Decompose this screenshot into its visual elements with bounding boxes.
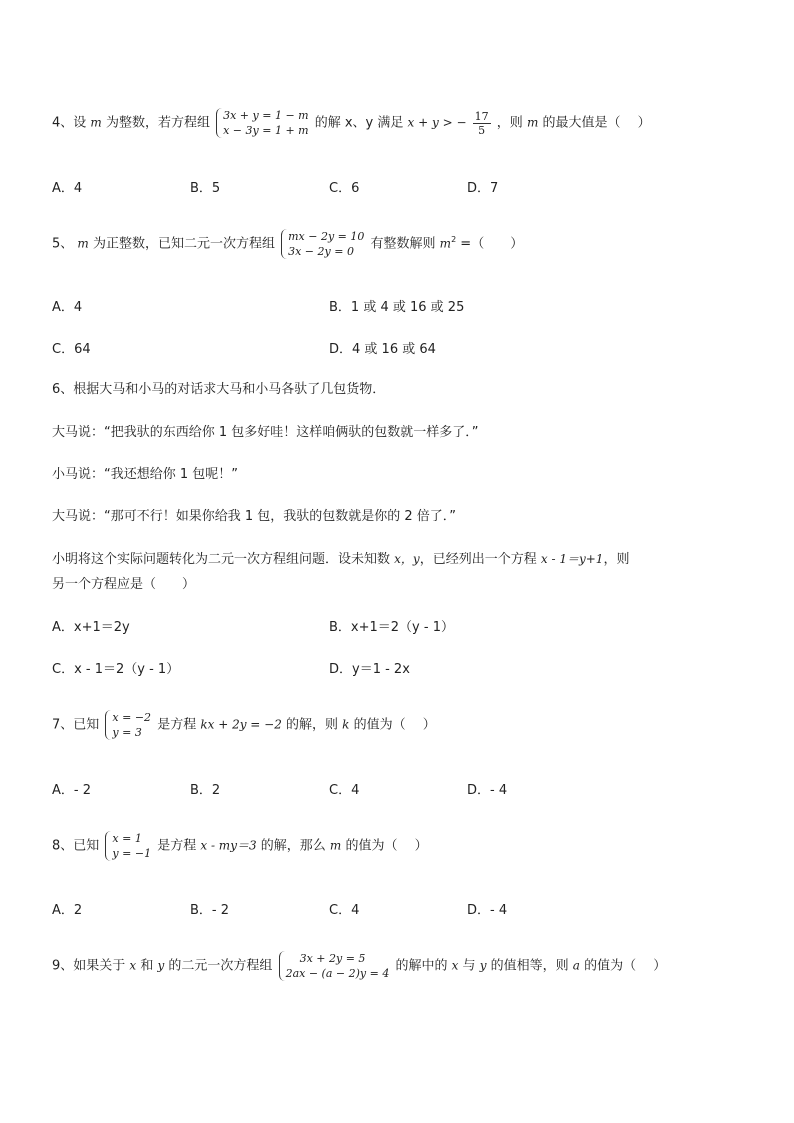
q4-eq2: x − 3y = 1 + m <box>223 124 309 137</box>
q4-frac-num: 17 <box>474 109 489 123</box>
q4-prefix: 4、设 <box>52 115 87 131</box>
q9-x-2: x <box>451 958 459 973</box>
q6-statement <box>52 550 629 569</box>
q8-option-c[interactable]: C．4 <box>329 903 360 918</box>
q5-eq1: mx − 2y = 10 <box>288 230 365 243</box>
q6-given-equation: x - 1＝y+1 <box>540 552 604 566</box>
q8-eq1: x = 1 <box>112 832 142 845</box>
q6-dialog-2: 小马说：“我还想给你 1 包呢！” <box>52 467 239 482</box>
q9-text-1: 和 <box>140 958 154 974</box>
q6-text-b: ，已经列出一个方程 <box>419 552 537 567</box>
q4-option-d[interactable]: D．7 <box>467 181 499 196</box>
q8-option-a[interactable]: A．2 <box>52 903 83 918</box>
q7-equation: kx + 2y = −2 <box>200 717 282 732</box>
q4-text-3: ，则 <box>496 115 523 131</box>
q7-text-2: 的解，则 <box>286 717 339 733</box>
q8-eq2: y = −1 <box>112 847 152 860</box>
q6-dialog-3: 大马说：“那可不行！如果你给我 1 包，我驮的包数就是你的 2 倍了．” <box>52 509 457 524</box>
q7-option-a[interactable]: A．- 2 <box>52 783 91 798</box>
question-8 <box>52 831 428 861</box>
q5-option-b[interactable]: B．1 或 4 或 16 或 25 <box>329 300 465 315</box>
q4-text-2: 的解 x、y 满足 <box>314 115 404 131</box>
q8-prefix: 8、已知 <box>52 838 100 854</box>
q6-option-d[interactable]: D．y＝1 - 2x <box>329 662 410 677</box>
q7-text-3: 的值为（ ） <box>353 717 436 733</box>
q6-option-c[interactable]: C．x - 1＝2（y - 1） <box>52 662 180 677</box>
q4-eq1: 3x + y = 1 − m <box>223 109 309 122</box>
q4-text-4: 的最大值是（ ） <box>542 115 651 131</box>
q6-title: 6、根据大马和小马的对话求大马和小马各驮了几包货物． <box>52 382 386 397</box>
q9-text-5: 的值相等，则 <box>490 958 569 974</box>
question-5 <box>52 229 523 259</box>
q5-option-c[interactable]: C．64 <box>52 342 91 357</box>
q4-frac-den: 5 <box>478 123 486 137</box>
q7-solution-system <box>105 710 151 740</box>
q4-option-c[interactable]: C．6 <box>329 181 360 196</box>
q8-equation: x - my＝3 <box>200 838 257 853</box>
q5-m: m <box>77 236 89 251</box>
q8-option-b[interactable]: B．- 2 <box>190 903 230 918</box>
q9-text-6: 的值为（ ） <box>584 958 667 974</box>
q9-eq1: 3x + 2y = 5 <box>299 952 366 965</box>
q9-a: a <box>572 958 580 973</box>
q5-exponent: 2 <box>451 235 457 245</box>
q4-m: m <box>90 115 102 130</box>
q7-option-d[interactable]: D．- 4 <box>467 783 508 798</box>
q8-m: m <box>329 838 342 853</box>
q9-text-4: 与 <box>462 958 476 974</box>
q6-option-a[interactable]: A．x+1＝2y <box>52 620 130 635</box>
q7-k: k <box>342 717 350 732</box>
q9-prefix: 9、如果关于 <box>52 958 126 974</box>
q8-text-1: 是方程 <box>157 838 197 854</box>
q5-prefix: 5、 <box>52 236 74 252</box>
q6-text-c: ，则 <box>603 552 630 567</box>
q9-equation-system <box>279 951 390 981</box>
q5-text-2: 有整数解则 <box>370 236 436 252</box>
q9-y: y <box>157 958 165 973</box>
q8-solution-system <box>105 831 151 861</box>
question-7 <box>52 710 436 740</box>
q6-text-a: 小明将这个实际问题转化为二元一次方程组问题．设未知数 <box>52 552 391 567</box>
question-9 <box>52 951 666 981</box>
q7-prefix: 7、已知 <box>52 717 100 733</box>
q4-inequality: x + y > − <box>407 115 467 130</box>
question-4 <box>52 108 651 138</box>
q5-text-3: =（ ） <box>460 236 524 252</box>
q6-variables: x，y <box>394 552 420 566</box>
q9-text-3: 的解中的 <box>395 958 448 974</box>
q4-option-b[interactable]: B．5 <box>190 181 221 196</box>
q5-m-squared: m <box>439 236 452 251</box>
q5-option-d[interactable]: D．4 或 16 或 64 <box>329 342 436 357</box>
q4-option-a[interactable]: A．4 <box>52 181 83 196</box>
q8-option-d[interactable]: D．- 4 <box>467 903 508 918</box>
q4-fraction <box>473 110 491 137</box>
q5-option-a[interactable]: A．4 <box>52 300 83 315</box>
q4-m-2: m <box>526 115 539 130</box>
q5-text-1: 为正整数，已知二元一次方程组 <box>92 236 275 252</box>
q4-text-1: 为整数，若方程组 <box>105 115 210 131</box>
q7-text-1: 是方程 <box>157 717 197 733</box>
q6-question: 另一个方程应是（ ） <box>52 577 196 592</box>
q8-text-3: 的值为（ ） <box>345 838 428 854</box>
q7-eq1: x = −2 <box>112 711 152 724</box>
q5-eq2: 3x − 2y = 0 <box>288 245 354 258</box>
q9-x: x <box>129 958 137 973</box>
q4-equation-system <box>216 108 308 138</box>
q6-dialog-1: 大马说：“把我驮的东西给你 1 包多好哇！这样咱俩驮的包数就一样多了．” <box>52 425 479 440</box>
q9-text-2: 的二元一次方程组 <box>168 958 273 974</box>
q5-equation-system <box>281 229 364 259</box>
q7-option-c[interactable]: C．4 <box>329 783 360 798</box>
q6-option-b[interactable]: B．x+1＝2（y - 1） <box>329 620 454 635</box>
q7-option-b[interactable]: B．2 <box>190 783 221 798</box>
q7-eq2: y = 3 <box>112 726 142 739</box>
q8-text-2: 的解，那么 <box>260 838 326 854</box>
q9-y-2: y <box>479 958 487 973</box>
q9-eq2: 2ax − (a − 2)y = 4 <box>285 967 390 980</box>
